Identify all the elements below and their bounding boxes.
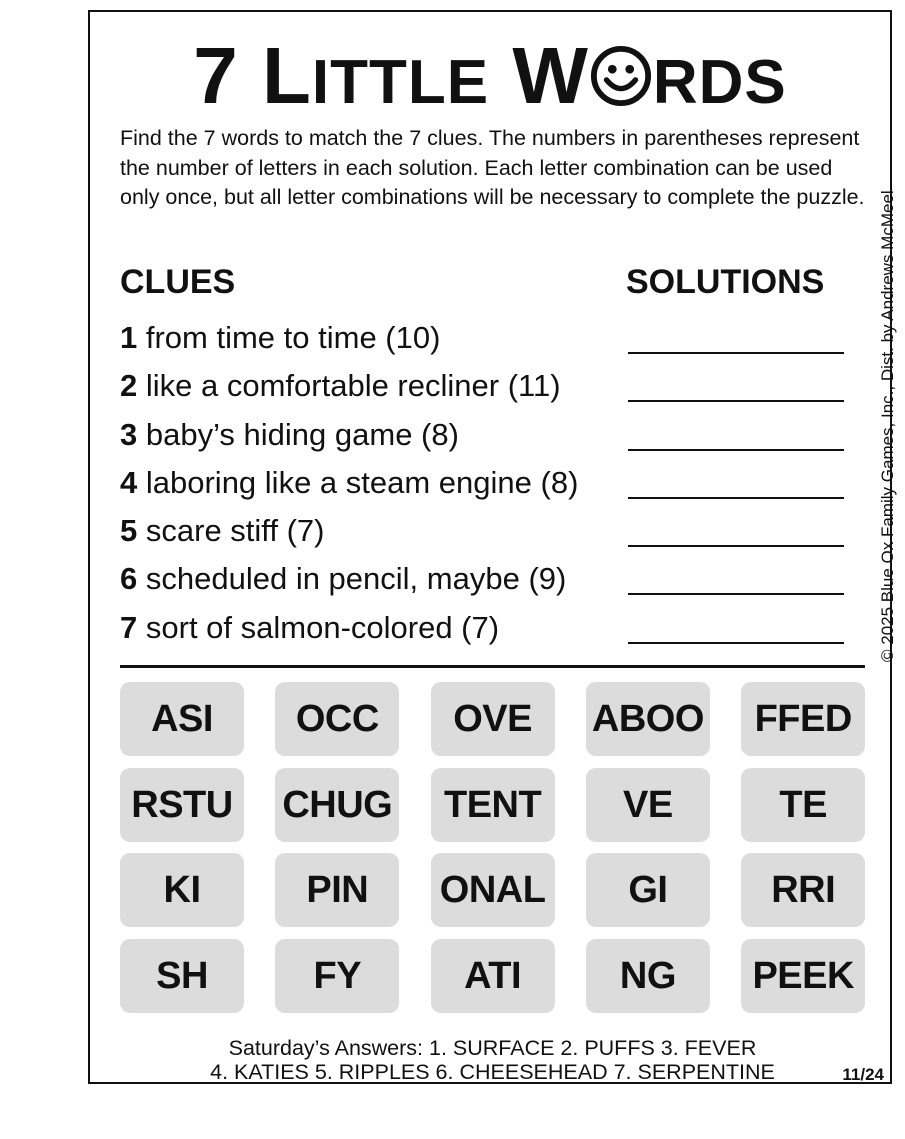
clue-text: scheduled in pencil, maybe (9) xyxy=(145,561,567,597)
letter-tile[interactable]: OCC xyxy=(275,682,399,756)
puzzle-date: 11/24 xyxy=(842,1065,884,1084)
puzzle-title xyxy=(90,31,890,123)
clue-text: laboring like a steam engine (8) xyxy=(145,464,579,500)
title-letter-l: L xyxy=(262,31,312,120)
solution-blank-7[interactable] xyxy=(628,642,844,644)
copyright-credit: © 2025 Blue Ox Family Games, Inc., Dist. by Andrews McMeel xyxy=(878,190,897,662)
letter-tile[interactable]: RSTU xyxy=(120,768,244,842)
clue-number: 1 xyxy=(120,320,138,355)
letter-tile[interactable]: FFED xyxy=(741,682,865,756)
letter-tile[interactable]: VE xyxy=(586,768,710,842)
letter-tile[interactable]: ASI xyxy=(120,682,244,756)
clue-text: scare stiff (7) xyxy=(145,513,325,549)
clue-row-5 xyxy=(120,507,850,555)
clue-list xyxy=(120,314,850,652)
letter-tile[interactable]: ONAL xyxy=(431,853,555,927)
title-ittle: ITTLE xyxy=(311,48,490,117)
solution-blank-2[interactable] xyxy=(628,400,844,402)
clue-row-3 xyxy=(120,411,850,459)
solution-blank-1[interactable] xyxy=(628,352,844,354)
solution-blank-4[interactable] xyxy=(628,497,844,499)
clue-text: baby’s hiding game (8) xyxy=(145,416,459,452)
clue-text: from time to time (10) xyxy=(145,320,441,355)
solution-blank-6[interactable] xyxy=(628,593,844,595)
letter-tile[interactable]: FY xyxy=(275,939,399,1013)
solution-blank-5[interactable] xyxy=(628,545,844,547)
letter-tile[interactable]: PIN xyxy=(275,853,399,927)
clue-number: 2 xyxy=(120,368,138,404)
title-rds: RDS xyxy=(652,48,787,117)
clue-row-4 xyxy=(120,459,850,507)
letter-tile[interactable]: TENT xyxy=(431,768,555,842)
puzzle-frame xyxy=(88,10,897,1084)
instructions: Find the 7 words to match the 7 clues. The numbers in parentheses represent the number of letters in each solution. Each letter combination can be used only once, but all letter combinations will be necessary to complete the puzzle. xyxy=(120,126,865,209)
previous-answers-line-2: 4. KATIES 5. RIPPLES 6. CHEESEHEAD 7. SERPENTINE xyxy=(210,1060,775,1084)
divider-rule xyxy=(120,665,865,668)
clue-text: like a comfortable recliner (11) xyxy=(145,368,561,404)
solution-blank-3[interactable] xyxy=(628,449,844,451)
letter-tile[interactable]: SH xyxy=(120,939,244,1013)
clues-header: CLUES xyxy=(120,263,236,301)
letter-tile[interactable]: TE xyxy=(741,768,865,842)
clue-text: sort of salmon-colored (7) xyxy=(145,609,500,645)
smiley-face-icon xyxy=(590,45,652,107)
clue-number: 3 xyxy=(120,416,138,452)
clue-number: 6 xyxy=(120,561,138,597)
clue-row-7 xyxy=(120,604,850,652)
clue-row-6 xyxy=(120,555,850,603)
clue-number: 4 xyxy=(120,464,138,500)
letter-tile[interactable]: ABOO xyxy=(586,682,710,756)
clue-row-1 xyxy=(120,314,850,362)
letter-tile[interactable]: GI xyxy=(586,853,710,927)
letter-tile[interactable]: KI xyxy=(120,853,244,927)
previous-answers-line-1: Saturday’s Answers: 1. SURFACE 2. PUFFS 3. FEVER xyxy=(228,1036,757,1060)
clue-number: 5 xyxy=(120,513,138,549)
clue-number: 7 xyxy=(120,609,138,645)
title-letter-w: W xyxy=(512,31,589,120)
title-number: 7 xyxy=(193,31,239,120)
solutions-header: SOLUTIONS xyxy=(626,263,825,301)
letter-tile[interactable]: PEEK xyxy=(741,939,865,1013)
letter-tile[interactable]: CHUG xyxy=(275,768,399,842)
clue-row-2 xyxy=(120,362,850,410)
letter-tile[interactable]: NG xyxy=(586,939,710,1013)
previous-answers xyxy=(120,1036,865,1084)
letter-tile[interactable]: OVE xyxy=(431,682,555,756)
letter-tile[interactable]: RRI xyxy=(741,853,865,927)
letter-tile[interactable]: ATI xyxy=(431,939,555,1013)
